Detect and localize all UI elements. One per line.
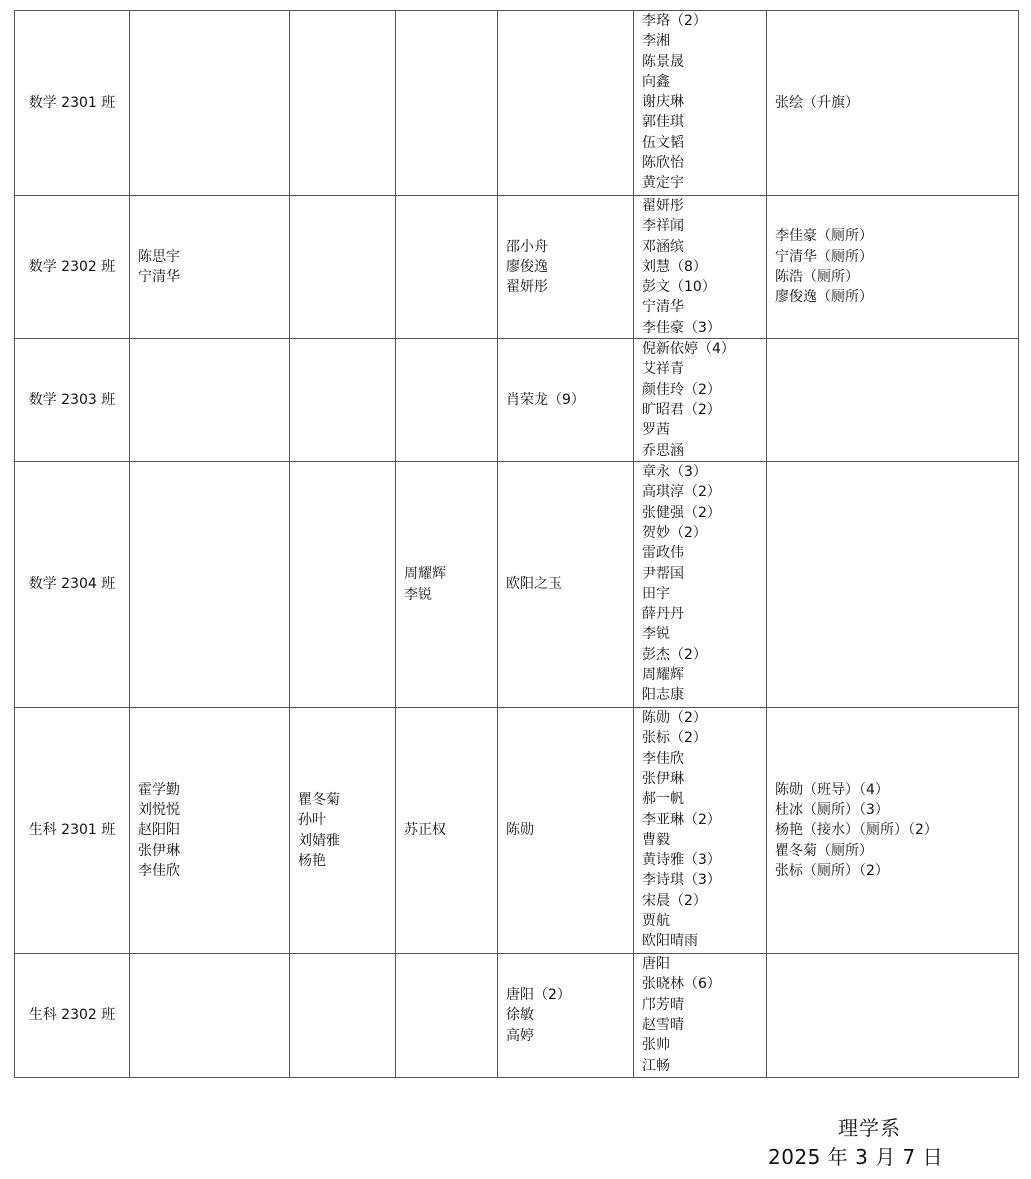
name-entry: 周耀辉 <box>404 566 446 583</box>
col7-cell <box>767 954 1019 1078</box>
name-entry: 赵阳阳 <box>138 822 180 839</box>
name-entry: 张伊琳 <box>138 842 180 859</box>
name-entry: 阳志康 <box>642 687 684 704</box>
table-row <box>15 196 1019 339</box>
name-entry: 薛丹丹 <box>642 606 684 623</box>
col5-cell <box>498 462 634 708</box>
name-entry: 李锐 <box>404 586 432 603</box>
name-entry: 张绘（升旗） <box>775 94 859 111</box>
col5-cell <box>498 339 634 462</box>
name-entry: 刘婧雅 <box>298 832 340 849</box>
name-entry: 李佳豪（3） <box>642 319 721 336</box>
name-entry: 李亚琳（2） <box>642 811 721 828</box>
class-name-cell <box>15 339 130 462</box>
name-entry: 旷昭君（2） <box>642 401 721 418</box>
name-entry: 张标（厕所）（2） <box>775 863 889 880</box>
name-entry: 陈勋 <box>506 822 534 839</box>
name-entry: 高婷 <box>506 1027 534 1044</box>
col6-cell <box>634 462 767 708</box>
col2-cell <box>130 11 290 196</box>
name-entry: 霍学勤 <box>138 781 180 798</box>
name-entry: 陈欣怡 <box>642 155 684 172</box>
name-entry: 郝一帆 <box>642 791 684 808</box>
name-entry: 陈勋（2） <box>642 710 707 727</box>
table-row <box>15 708 1019 954</box>
col4-cell <box>396 708 498 954</box>
name-entry: 张标（2） <box>642 730 707 747</box>
name-entry: 郭佳琪 <box>642 114 684 131</box>
col6-cell <box>634 11 767 196</box>
name-entry: 邵小舟 <box>506 238 548 255</box>
col3-cell <box>290 11 396 196</box>
name-entry: 孙叶 <box>298 812 326 829</box>
name-entry: 张伊琳 <box>642 770 684 787</box>
class-name: 生科 2301 班 <box>28 822 116 839</box>
class-name: 生科 2302 班 <box>28 1007 116 1024</box>
name-entry: 李佳欣 <box>138 863 180 880</box>
name-entry: 伍文韬 <box>642 134 684 151</box>
class-name: 数学 2303 班 <box>28 391 116 408</box>
name-entry: 唐阳（2） <box>506 987 571 1004</box>
name-entry: 艾祥青 <box>642 361 684 378</box>
footer-department: 理学系 <box>838 1116 901 1140</box>
name-entry: 宁清华（厕所） <box>775 248 873 265</box>
name-entry: 周耀辉 <box>642 667 684 684</box>
col4-cell <box>396 462 498 708</box>
name-entry: 瞿冬菊 <box>298 791 340 808</box>
name-entry: 李祥闻 <box>642 218 684 235</box>
name-entry: 欧阳晴雨 <box>642 933 698 950</box>
name-entry: 章永（3） <box>642 464 707 481</box>
name-entry: 翟妍彤 <box>506 279 548 296</box>
name-entry: 倪新依婷（4） <box>642 341 735 358</box>
name-entry: 李珞（2） <box>642 13 707 29</box>
name-entry: 彭杰（2） <box>642 646 707 663</box>
name-entry: 陈景晟 <box>642 53 684 70</box>
name-entry: 廖俊逸 <box>506 258 548 275</box>
name-entry: 宁清华 <box>138 269 180 286</box>
name-entry: 乔思涵 <box>642 442 684 459</box>
name-entry: 邝芳晴 <box>642 996 684 1013</box>
name-entry: 尹帮国 <box>642 565 684 582</box>
name-entry: 李锐 <box>642 626 670 643</box>
name-entry: 陈浩（厕所） <box>775 269 859 286</box>
name-entry: 陈勋（班导）（4） <box>775 781 889 798</box>
name-entry: 江畅 <box>642 1057 670 1074</box>
name-entry: 雷政伟 <box>642 545 684 562</box>
name-entry: 李佳欣 <box>642 750 684 767</box>
col4-cell <box>396 11 498 196</box>
col7-cell <box>767 708 1019 954</box>
name-entry: 李佳豪（厕所） <box>775 228 873 245</box>
name-entry: 杨艳 <box>298 852 326 869</box>
name-entry: 肖荣龙（9） <box>506 391 585 408</box>
class-name: 数学 2301 班 <box>28 94 116 111</box>
col2-cell <box>130 954 290 1078</box>
col5-cell <box>498 954 634 1078</box>
class-name: 数学 2302 班 <box>28 258 116 275</box>
col3-cell <box>290 954 396 1078</box>
class-name-cell <box>15 462 130 708</box>
name-entry: 唐阳 <box>642 956 670 973</box>
name-entry: 谢庆琳 <box>642 94 684 111</box>
name-entry: 邓涵缤 <box>642 238 684 255</box>
name-entry: 宋晨（2） <box>642 892 707 909</box>
col5-cell <box>498 11 634 196</box>
class-name-cell <box>15 954 130 1078</box>
name-entry: 高琪淳（2） <box>642 484 721 501</box>
name-entry: 田宇 <box>642 585 670 602</box>
name-entry: 欧阳之玉 <box>506 576 562 593</box>
name-entry: 罗茜 <box>642 422 670 439</box>
name-entry: 李诗琪（3） <box>642 872 721 889</box>
name-entry: 翟妍彤 <box>642 198 684 214</box>
name-entry: 杜冰（厕所）（3） <box>775 802 889 819</box>
table-row <box>15 11 1019 196</box>
col6-cell <box>634 954 767 1078</box>
name-entry: 苏正权 <box>404 822 446 839</box>
col4-cell <box>396 339 498 462</box>
name-entry: 黄定宇 <box>642 175 684 192</box>
name-entry: 廖俊逸（厕所） <box>775 289 873 306</box>
name-entry: 彭文（10） <box>642 279 716 296</box>
name-entry: 张健强（2） <box>642 504 721 521</box>
name-entry: 陈思宇 <box>138 248 180 265</box>
col2-cell <box>130 339 290 462</box>
col6-cell <box>634 196 767 339</box>
attendance-table <box>14 10 1019 1078</box>
class-name-cell <box>15 196 130 339</box>
footer-date: 2025 年 3 月 7 日 <box>768 1145 944 1169</box>
col7-cell <box>767 462 1019 708</box>
col7-cell <box>767 11 1019 196</box>
col4-cell <box>396 196 498 339</box>
name-entry: 向鑫 <box>642 73 670 90</box>
name-entry: 张晓林（6） <box>642 976 721 993</box>
name-entry: 刘悦悦 <box>138 802 180 819</box>
col3-cell <box>290 196 396 339</box>
name-entry: 瞿冬菊（厕所） <box>775 842 873 859</box>
name-entry: 杨艳（接水）（厕所）（2） <box>775 822 938 839</box>
class-name-cell <box>15 11 130 196</box>
col4-cell <box>396 954 498 1078</box>
table-row <box>15 462 1019 708</box>
name-entry: 贾航 <box>642 913 670 930</box>
name-entry: 李湘 <box>642 33 670 50</box>
col3-cell <box>290 708 396 954</box>
class-name: 数学 2304 班 <box>28 576 116 593</box>
col7-cell <box>767 196 1019 339</box>
col2-cell <box>130 708 290 954</box>
name-entry: 徐敏 <box>506 1007 534 1024</box>
name-entry: 刘慧（8） <box>642 258 707 275</box>
name-entry: 黄诗雅（3） <box>642 852 721 869</box>
col2-cell <box>130 196 290 339</box>
table-row <box>15 954 1019 1078</box>
col7-cell <box>767 339 1019 462</box>
col5-cell <box>498 196 634 339</box>
name-entry: 赵雪晴 <box>642 1016 684 1033</box>
name-entry: 颜佳玲（2） <box>642 381 721 398</box>
attendance-table-sheet <box>14 10 1018 1078</box>
name-entry: 曹毅 <box>642 831 670 848</box>
name-entry: 贺妙（2） <box>642 524 707 541</box>
col5-cell <box>498 708 634 954</box>
table-row <box>15 339 1019 462</box>
name-entry: 宁清华 <box>642 299 684 316</box>
col3-cell <box>290 339 396 462</box>
attendance-table-body <box>15 11 1019 1078</box>
col6-cell <box>634 339 767 462</box>
class-name-cell <box>15 708 130 954</box>
col3-cell <box>290 462 396 708</box>
name-entry: 张帅 <box>642 1037 670 1054</box>
col2-cell <box>130 462 290 708</box>
col6-cell <box>634 708 767 954</box>
